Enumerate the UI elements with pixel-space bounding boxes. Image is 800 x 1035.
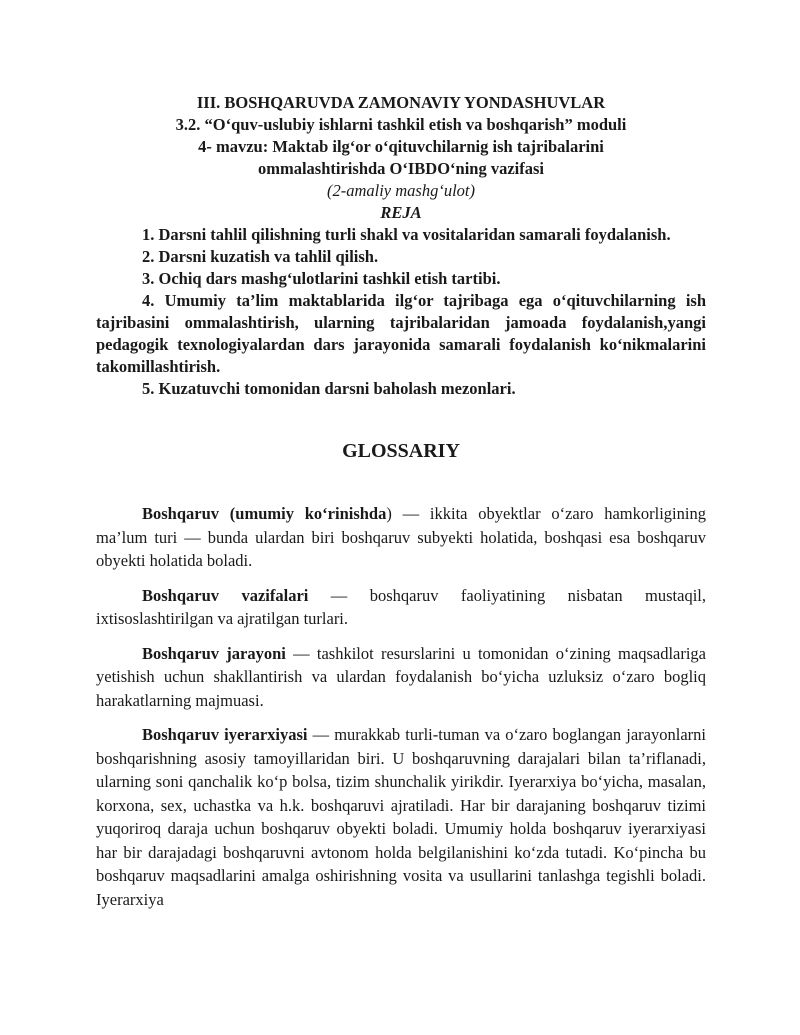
glossary-definition: ) — ikkita obyektlar o‘zaro hamkorligining ma’lum turi — bunda ulardan biri boshqaruv subyekti holatida, boshqasi esa boshqaruv obyekti holatida boladi. (96, 504, 706, 570)
plan-title: REJA (380, 203, 422, 222)
glossary-term: Boshqaruv (umumiy ko‘rinishda (142, 504, 387, 523)
glossary-entry (96, 584, 706, 631)
glossary-term: Boshqaruv vazifalari (142, 585, 309, 605)
glossary-entry (96, 642, 706, 713)
plan-item-2: 2. Darsni kuzatish va tahlil qilish. (142, 247, 379, 266)
lesson-subtitle: (2-amaliy mashg‘ulot) (326, 181, 476, 200)
plan-item-4: 4. Umumiy ta’lim maktablarida ilg‘or tajribaga ega o‘qituvchilarning ish tajribasini ommalashtirish, ularning tajribalaridan jamoada foydalanish,yangi pedagogik texnologiyalardan dars jarayonida samarali foydalanish ko‘nikmalarini takomillashtirish. (96, 291, 706, 376)
glossary-definition: — murakkab turli-tuman va o‘zaro boglangan jarayonlarni boshqarishning asosiy tamoyillaridan biri. U boshqaruvning darajalari bilan ta’riflanadi, ularning soni qanchalik ko‘p bolsa, tizim shunchalik yirikdir. Iyerarxiya bo‘yicha, masalan, korxona, sex, uchastka va h.k. boshqaruvi ajratiladi. Har bir darajaning boshqaruv tizimi yuqoriroq daraja uchun boshqaruv obyekti boladi. Umumiy holda boshqaruv iyerarxiyasi har bir darajadagi boshqaruvni avtonom holda belgilanishini ko‘zda tutadi. Ko‘pincha bu boshqaruv maqsadlarini amalga oshirishning vosita va usullarini tanlashga tegishli boladi. Iyerarxiya (96, 725, 706, 909)
glossary-definition: — tashkilot resurslarini u tomonidan o‘zining maqsadlariga yetishish uchun shakllantirish va ulardan foydalanish bo‘yicha uzluksiz o‘zaro bogliq harakatlarning majmuasi. (96, 643, 706, 710)
topic-title-line-2: ommalashtirishda O‘IBDO‘ning vazifasi (257, 159, 545, 178)
plan-item-3: 3. Ochiq dars mashg‘ulotlarini tashkil etish tartibi. (142, 269, 501, 288)
glossary-entry (96, 502, 706, 573)
glossary-title: GLOSSARIY (342, 440, 460, 462)
glossary-term: Boshqaruv iyerarxiyasi (142, 725, 308, 744)
plan-item-5: 5. Kuzatuvchi tomonidan darsni baholash mezonlari. (142, 379, 516, 398)
glossary-entry (96, 723, 706, 911)
section-heading: III. BOSHQARUVDA ZAMONAVIY YONDASHUVLAR (196, 93, 606, 112)
module-title: 3.2. “O‘quv-uslubiy ishlarni tashkil etish va boshqarish” moduli (175, 115, 627, 134)
plan-item-1: 1. Darsni tahlil qilishning turli shakl va vositalaridan samarali foydalanish. (142, 225, 671, 244)
topic-title-line-1: 4- mavzu: Maktab ilg‘or o‘qituvchilarnig ish tajribalarini (198, 137, 604, 156)
plan-list (96, 224, 706, 400)
glossary-definition: — boshqaruv faoliyatining nisbatan mustaqil, ixtisoslashtirilgan va ajratilgan turlari. (96, 585, 706, 628)
glossary-term: Boshqaruv jarayoni (142, 643, 286, 663)
document-page (96, 92, 706, 911)
